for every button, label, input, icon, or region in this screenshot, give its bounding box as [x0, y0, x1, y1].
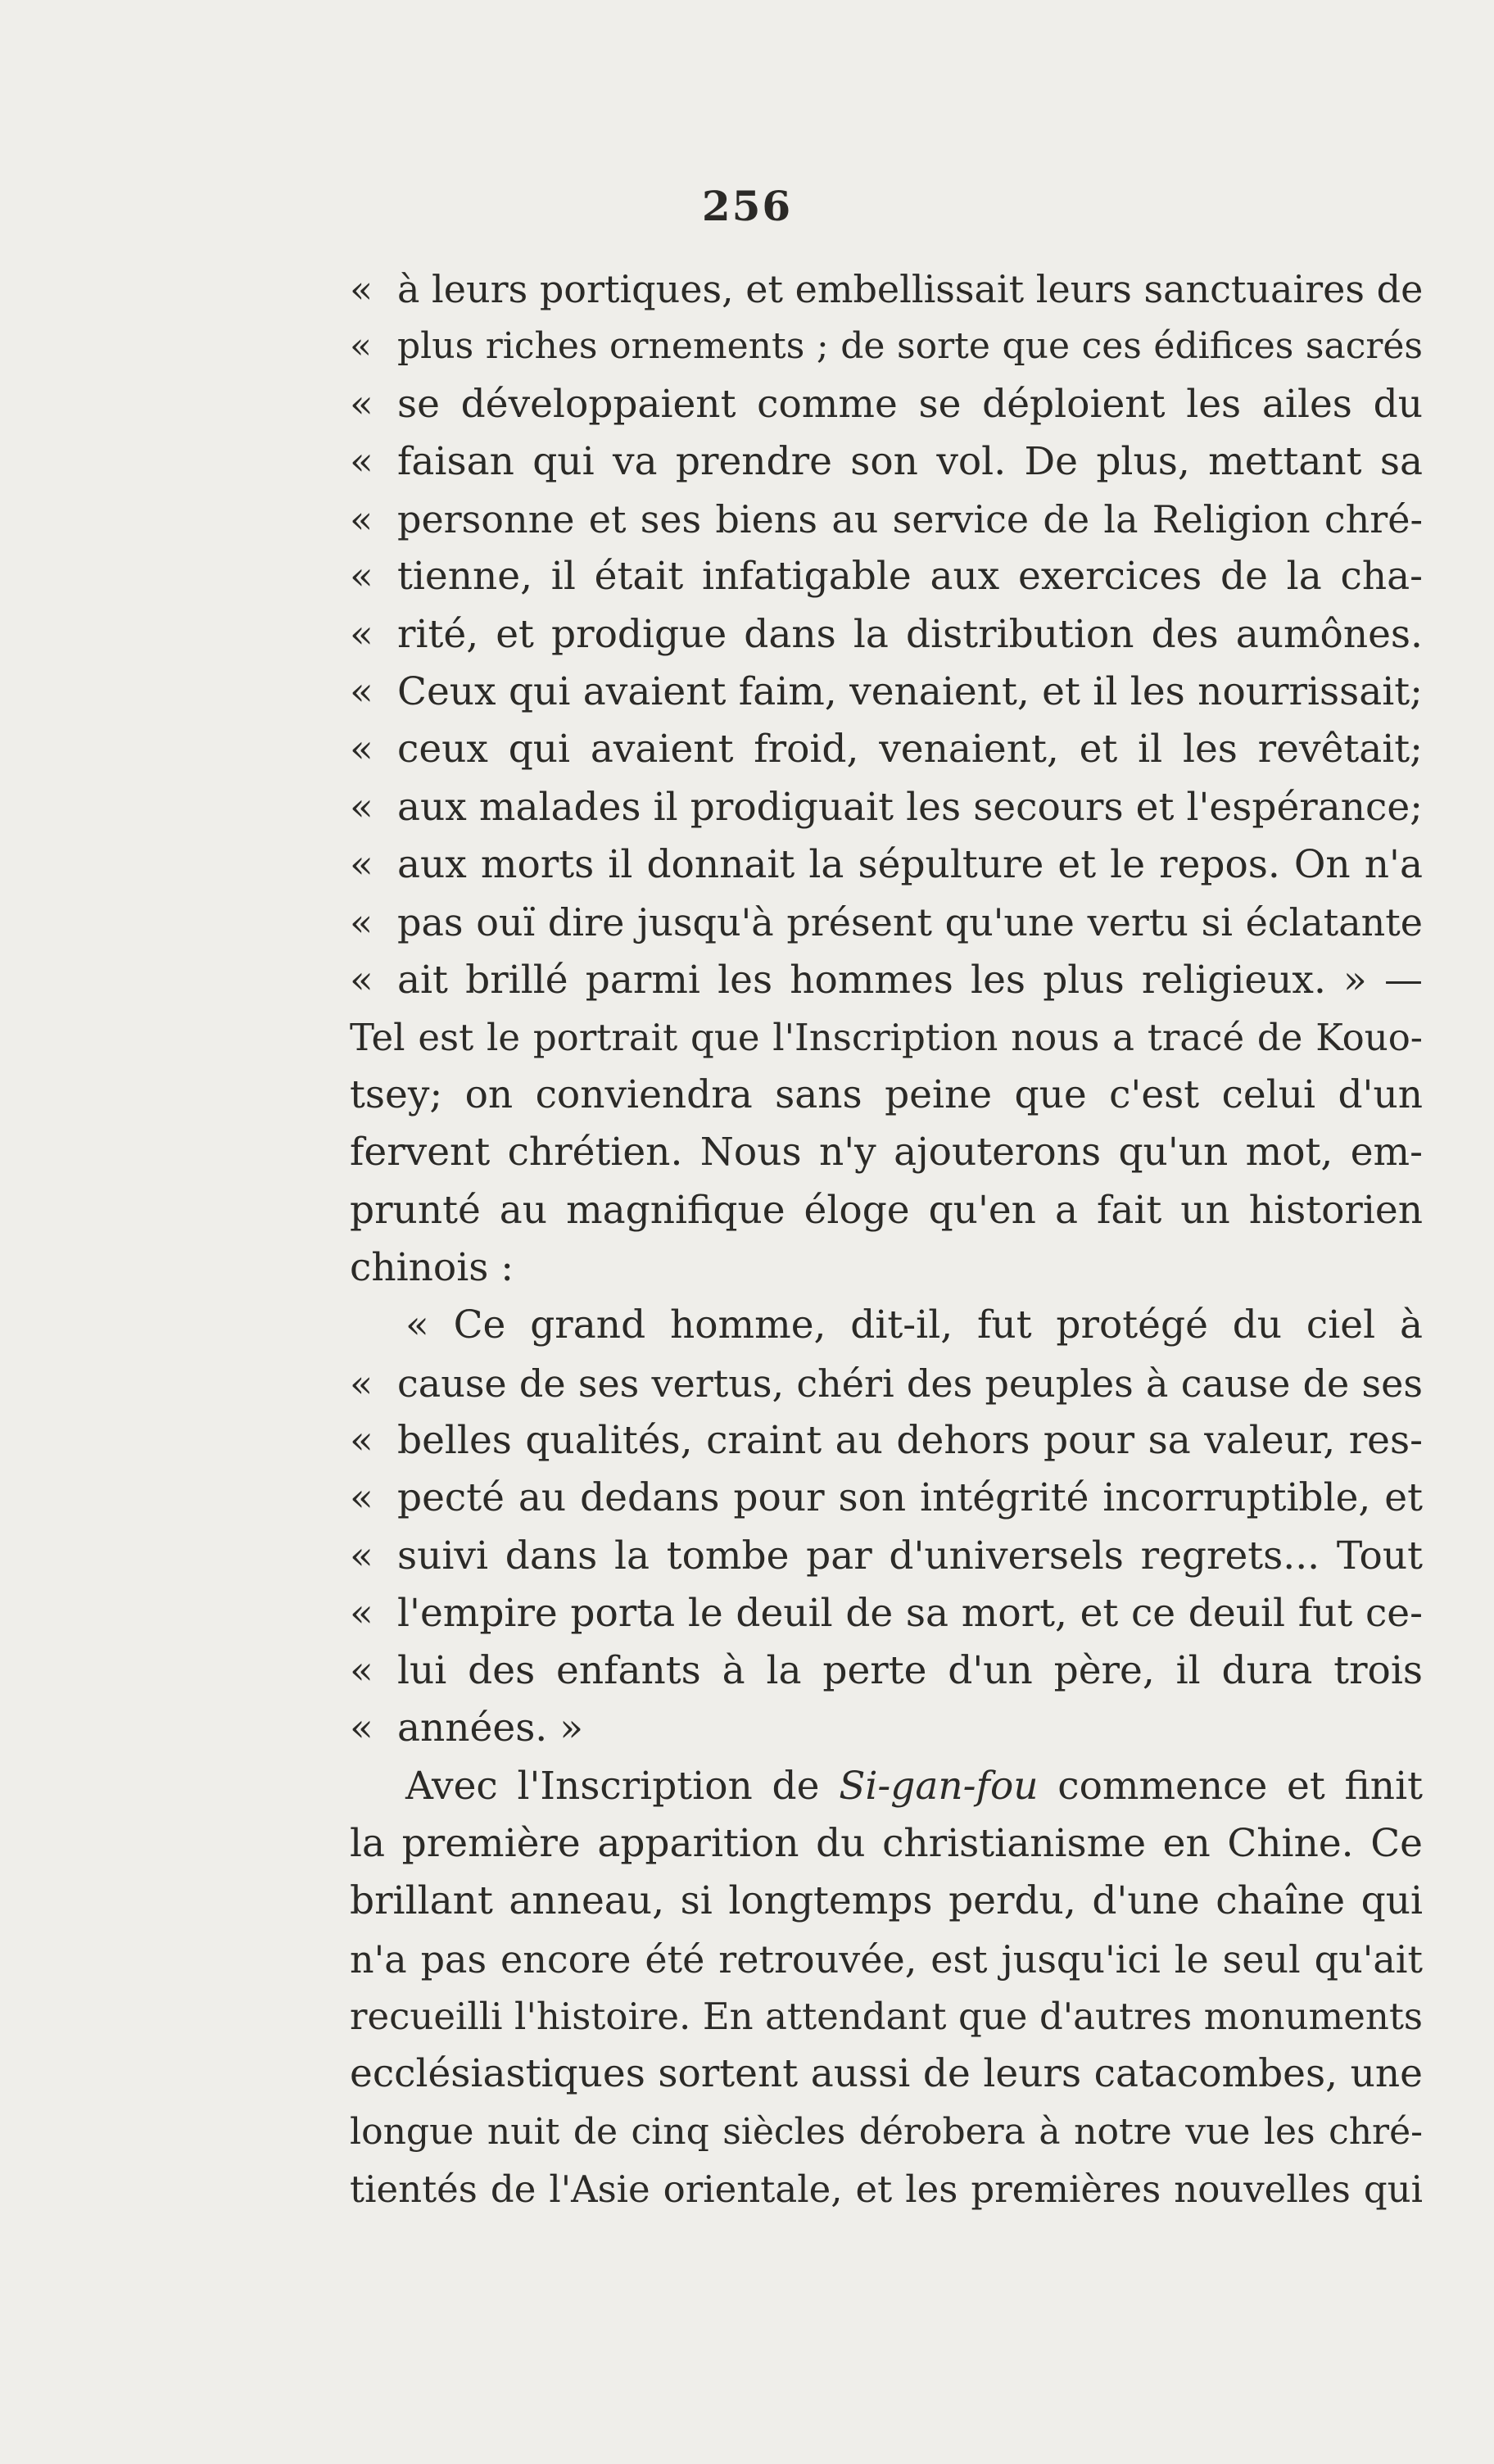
line-text: lui des enfants à la perte d'un père, il dura trois — [397, 1648, 1423, 1694]
text-line — [350, 2045, 1423, 2103]
line-text: commence et finit — [1038, 1763, 1423, 1809]
line-text: la première apparition du christianisme en Chine. Ce — [350, 1821, 1423, 1867]
line-text: brillant anneau, si longtemps perdu, d'une chaîne qui — [350, 1878, 1423, 1924]
line-text: longue nuit de cinq siècles dérobera à notre vue les chré- — [350, 2110, 1423, 2153]
line-text: cause de ses vertus, chéri des peuples à cause de ses — [397, 1361, 1423, 1406]
line-text: chinois : — [350, 1245, 514, 1291]
line-text: années. » — [397, 1705, 583, 1751]
quote-mark: « — [350, 841, 374, 887]
quote-mark: « — [350, 1705, 374, 1751]
line-text: fervent chrétien. Nous n'y ajouterons qu'un mot, em- — [350, 1130, 1423, 1175]
text-line — [350, 1009, 1423, 1067]
quote-mark: « — [350, 554, 374, 600]
text-line — [350, 491, 1423, 548]
quote-mark: « — [350, 267, 374, 311]
quote-mark: « — [350, 1533, 374, 1578]
quote-mark: « — [350, 1590, 374, 1636]
line-text: à leurs portiques, et embellissait leurs sanctuaires de — [397, 267, 1423, 311]
quote-mark: « — [350, 497, 374, 542]
quote-mark: « — [350, 727, 374, 772]
quote-mark: « — [350, 381, 374, 427]
text-line — [350, 1412, 1423, 1470]
quote-mark: « — [350, 1361, 374, 1406]
line-text: tientés de l'Asie orientale, et les premières nouvelles qui — [350, 2167, 1423, 2211]
text-line — [350, 1642, 1423, 1700]
text-line — [350, 260, 1423, 318]
text-line — [350, 894, 1423, 951]
text-line — [350, 2161, 1423, 2218]
line-text: recueilli l'histoire. En attendant que d'autres monuments — [350, 1994, 1423, 2038]
quote-mark: « — [350, 611, 374, 657]
line-text: aux morts il donnait la sépulture et le repos. On n'a — [397, 841, 1423, 887]
text-line — [350, 376, 1423, 433]
line-text: rité, et prodigue dans la distribution des aumônes. — [397, 611, 1423, 657]
line-text: plus riches ornements ; de sorte que ces édifices sacrés — [397, 325, 1423, 368]
text-line — [350, 548, 1423, 605]
line-text: prunté au magnifique éloge qu'en a fait un historien — [350, 1187, 1423, 1233]
line-text: ceux qui avaient froid, venaient, et il les revêtait; — [397, 727, 1423, 772]
text-line — [350, 1182, 1423, 1239]
text-line — [350, 2104, 1423, 2161]
text-line — [350, 779, 1423, 836]
text-line — [350, 1470, 1423, 1527]
text-line — [350, 1988, 1423, 2045]
text-line — [350, 1931, 1423, 1988]
text-line — [350, 1239, 1423, 1297]
line-text: ait brillé parmi les hommes les plus religieux. » — — [397, 957, 1423, 1003]
line-text: personne et ses biens au service de la Religion chré- — [397, 497, 1423, 542]
quote-mark: « — [350, 438, 374, 484]
line-text: Ceux qui avaient faim, venaient, et il les nourrissait; — [397, 669, 1423, 715]
text-line — [350, 433, 1423, 491]
text-line — [350, 1873, 1423, 1930]
quote-mark: « — [350, 900, 374, 945]
quote-mark: « — [350, 784, 374, 830]
text-line — [350, 1758, 1423, 1815]
line-text: ecclésiastiques sortent aussi de leurs catacombes, une — [350, 2051, 1423, 2097]
text-line — [350, 664, 1423, 721]
text-line — [350, 1700, 1423, 1757]
line-text: suivi dans la tombe par d'universels regrets... Tout — [397, 1533, 1423, 1578]
quote-mark: « — [350, 1475, 374, 1521]
line-text: n'a pas encore été retrouvée, est jusqu'ici le seul qu'ait — [350, 1936, 1423, 1982]
quote-mark: « — [350, 1417, 374, 1463]
quote-mark: « — [350, 1648, 374, 1694]
text-line — [350, 1585, 1423, 1642]
quote-mark: « — [350, 957, 374, 1003]
place-name: Si-gan-fou — [839, 1763, 1039, 1809]
quote-mark: « — [350, 669, 374, 715]
line-text: aux malades il prodiguait les secours et l'espérance; — [397, 784, 1423, 830]
line-text: « Ce grand homme, dit-il, fut protégé du ciel à — [405, 1302, 1423, 1348]
line-text: pecté au dedans pour son intégrité incorruptible, et — [397, 1475, 1423, 1521]
line-text: tienne, il était infatigable aux exercices de la cha- — [397, 554, 1423, 600]
text-line — [350, 952, 1423, 1009]
quote-mark: « — [350, 325, 372, 368]
text-line — [350, 721, 1423, 778]
line-text: se développaient comme se déploient les ailes du — [397, 381, 1423, 427]
line-text: tsey; on conviendra sans peine que c'est celui d'un — [350, 1072, 1423, 1118]
line-text: pas ouï dire jusqu'à présent qu'une vertu si éclatante — [397, 900, 1423, 945]
text-line — [350, 606, 1423, 664]
text-line — [350, 1297, 1423, 1354]
text-line — [350, 1067, 1423, 1124]
line-text: l'empire porta le deuil de sa mort, et ce deuil fut ce- — [397, 1590, 1423, 1636]
line-text: belles qualités, craint au dehors pour sa valeur, res- — [397, 1417, 1423, 1463]
line-text: faisan qui va prendre son vol. De plus, mettant sa — [397, 438, 1423, 484]
line-text: Tel est le portrait que l'Inscription nous a tracé de Kouo- — [350, 1015, 1423, 1059]
text-line — [350, 836, 1423, 894]
body-text — [350, 260, 1423, 2218]
text-line — [350, 1124, 1423, 1181]
text-line — [350, 1528, 1423, 1585]
line-text-prefix: Avec l'Inscription de — [405, 1763, 840, 1809]
page-number: 256 — [701, 182, 793, 230]
text-line — [350, 318, 1423, 375]
text-line — [350, 1355, 1423, 1412]
text-line — [350, 1815, 1423, 1873]
